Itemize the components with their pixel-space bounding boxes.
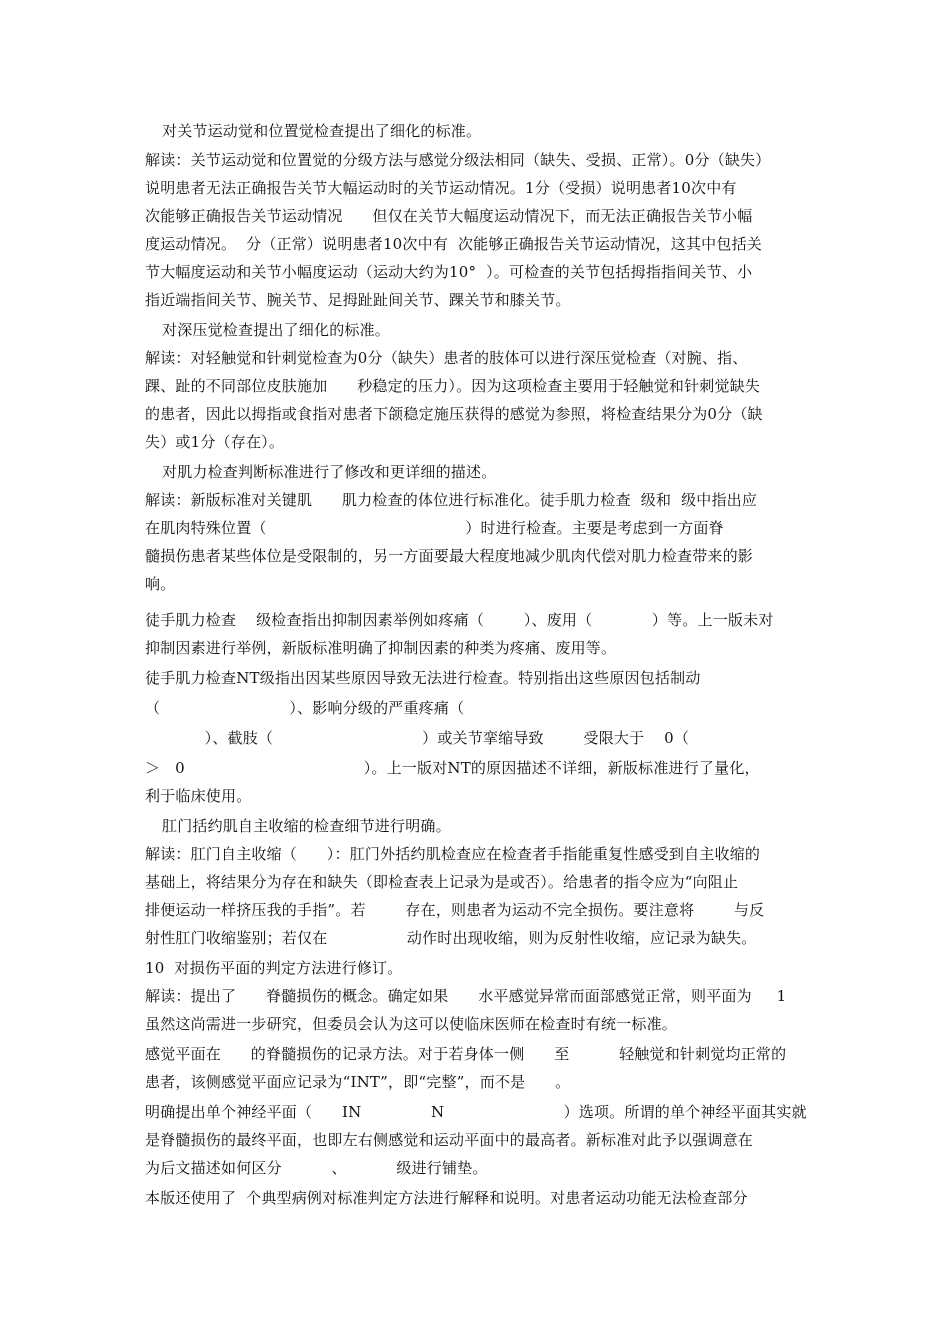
text-line: 明确提出单个神经平面（ IN N ）选项。所谓的单个神经平面其实就 bbox=[145, 1103, 807, 1121]
text-line: 解读：肛门自主收缩（ ）：肛门外括约肌检查应在检查者手指能重复性感受到自主收缩的 bbox=[145, 845, 761, 863]
text-line: 的患者，因此以拇指或食指对患者下颌稳定施压获得的感觉为参照，将检查结果分为0分（缺 bbox=[145, 405, 763, 423]
text-line: 徒手肌力检查 级检查指出抑制因素举例如疼痛（ ）、废用（ ）等。上一版未对 bbox=[145, 611, 774, 629]
text-line: 在肌肉特殊位置（ ）时进行检查。主要是考虑到一方面脊 bbox=[145, 519, 724, 537]
text-line: ）、截肢（ ）或关节挛缩导致 受限大于 0（ bbox=[145, 729, 690, 747]
text-line: 响。 bbox=[145, 575, 176, 593]
text-line: 本版还使用了 个典型病例对标准判定方法进行解释和说明。对患者运动功能无法检查部分 bbox=[145, 1189, 748, 1207]
text-line: 对肌力检查判断标准进行了修改和更详细的描述。 bbox=[162, 463, 497, 481]
text-line: （ ）、影响分级的严重疼痛（ bbox=[145, 699, 465, 717]
text-line: 次能够正确报告关节运动情况 但仅在关节大幅度运动情况下，而无法正确报告关节小幅 bbox=[145, 207, 753, 225]
text-line: 对深压觉检查提出了细化的标准。 bbox=[162, 321, 391, 339]
text-line: 失）或1分（存在）。 bbox=[145, 433, 285, 451]
text-line: 射性肛门收缩鉴别；若仅在 动作时出现收缩，则为反射性收缩，应记录为缺失。 bbox=[145, 929, 757, 947]
text-line: 指近端指间关节、腕关节、足拇趾趾间关节、踝关节和膝关节。 bbox=[145, 291, 571, 309]
text-line: 解读：对轻触觉和针刺觉检查为0分（缺失）患者的肢体可以进行深压觉检查（对腕、指、 bbox=[145, 349, 748, 367]
text-line: 说明患者无法正确报告关节大幅运动时的关节运动情况。1分（受损）说明患者10次中有 bbox=[145, 179, 737, 197]
text-line: 解读：关节运动觉和位置觉的分级方法与感觉分级法相同（缺失、受损、正常）。0分（缺失） bbox=[145, 151, 771, 169]
text-line: 感觉平面在 的脊髓损伤的记录方法。对于若身体一侧 至 轻触觉和针刺觉均正常的 bbox=[145, 1045, 787, 1063]
text-line: 10 对损伤平面的判定方法进行修订。 bbox=[145, 959, 403, 977]
text-line: 利于临床使用。 bbox=[145, 787, 252, 805]
text-line: 排便运动一样挤压我的手指”。若 存在，则患者为运动不完全损伤。要注意将 与反 bbox=[145, 901, 765, 919]
text-line: 是脊髓损伤的最终平面，也即左右侧感觉和运动平面中的最高者。新标准对此予以强调意在 bbox=[145, 1131, 754, 1149]
text-line: ＞ 0 ）。上一版对NT的原因描述不详细，新版标准进行了量化， bbox=[145, 759, 760, 777]
text-line: 为后文描述如何区分 、 级进行铺垫。 bbox=[145, 1159, 488, 1177]
text-line: 解读：提出了 脊髓损伤的概念。确定如果 水平感觉异常而面部感觉正常，则平面为 1 bbox=[145, 987, 787, 1005]
text-line: 解读：新版标准对关键肌 肌力检查的体位进行标准化。徒手肌力检查 级和 级中指出应 bbox=[145, 491, 758, 509]
text-line: 髓损伤患者某些体位是受限制的，另一方面要最大程度地减少肌肉代偿对肌力检查带来的影 bbox=[145, 547, 754, 565]
text-line: 患者，该侧感觉平面应记录为“INT”，即“完整”，而不是 。 bbox=[145, 1073, 571, 1091]
text-line: 节大幅度运动和关节小幅度运动（运动大约为10° ）。可检查的关节包括拇指指间关节、小 bbox=[145, 263, 753, 281]
text-line: 肛门括约肌自主收缩的检查细节进行明确。 bbox=[162, 817, 451, 835]
text-line: 徒手肌力检查NT级指出因某些原因导致无法进行检查。特别指出这些原因包括制动 bbox=[145, 669, 701, 687]
text-line: 踝、趾的不同部位皮肤施加 秒稳定的压力）。因为这项检查主要用于轻触觉和针刺觉缺失 bbox=[145, 377, 761, 395]
text-line: 对关节运动觉和位置觉检查提出了细化的标准。 bbox=[162, 122, 482, 140]
text-line: 度运动情况。 分（正常）说明患者10次中有 次能够正确报告关节运动情况，这其中包括关 bbox=[145, 235, 762, 253]
text-line: 抑制因素进行举例，新版标准明确了抑制因素的种类为疼痛、废用等。 bbox=[145, 639, 617, 657]
text-line: 基础上，将结果分为存在和缺失（即检查表上记录为是或否）。给患者的指令应为“向阻止 bbox=[145, 873, 739, 891]
text-line: 虽然这尚需进一步研究，但委员会认为这可以使临床医师在检查时有统一标准。 bbox=[145, 1015, 678, 1033]
